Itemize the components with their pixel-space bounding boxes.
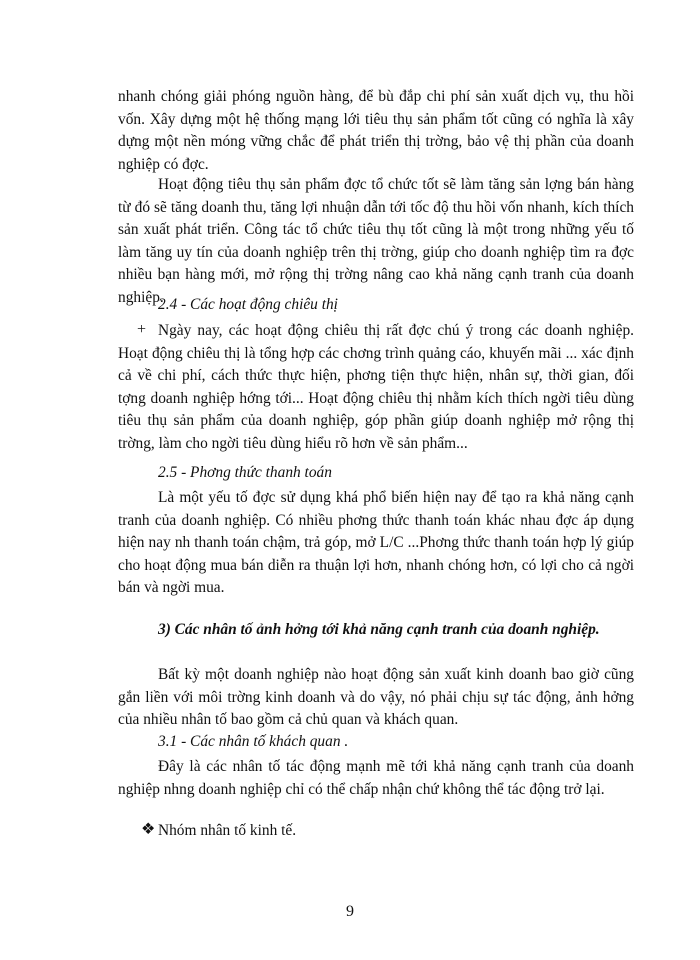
heading-3: 3) Các nhân tố ảnh hởng tới khả năng cạnh tranh của doanh nghiệp. <box>158 621 600 638</box>
paragraph-payment-methods: Là một yếu tố đợc sử dụng khá phổ biến hiện nay để tạo ra khả năng cạnh tranh của doanh nghiệp. Có nhiều phơng thức thanh toán khác nhau đợc áp dụng hiện nay nh thanh toán chậm, trả góp, mở L/C ...Phơng thức thanh toán hợp lý giúp cho hoạt động mua bán diễn ra thuận lợi hơn, nhanh chóng hơn, có lợi cho cả ngời bán và ngời mua. <box>118 489 634 597</box>
heading-3-1: 3.1 - Các nhân tố khách quan . <box>158 733 349 750</box>
paragraph-objective-factors: Đây là các nhân tố tác động mạnh mẽ tới khả năng cạnh tranh của doanh nghiệp nhng doanh nghiệp chỉ có thể chấp nhận chứ không thể tác động trở lại. <box>118 758 634 798</box>
paragraph-influencing-factors: Bất kỳ một doanh nghiệp nào hoạt động sản xuất kinh doanh bao giờ cũng gắn liền với môi trờng kinh doanh và do vậy, nó phải chịu sự tác động, ảnh hởng của nhiều nhân tố bao gồm cả chủ quan và khách quan. <box>118 666 634 729</box>
paragraph-distribution-network: nhanh chóng giải phóng nguồn hàng, để bù đắp chi phí sản xuất dịch vụ, thu hồi vốn. Xây dựng một hệ thống mạng lới tiêu thụ sản phẩm tốt cũng có nghĩa là xây dựng một nền móng vững chắc để phát triển thị trờng, bảo vệ thị phần của doanh nghiệp có đợc. <box>118 88 634 173</box>
paragraph-promotion: Ngày nay, các hoạt động chiêu thị rất đợc chú ý trong các doanh nghiệp. Hoạt động chiêu thị là tổng hợp các chơng trình quảng cáo, khuyến mãi ... xác định cả về chi phí, cách thức thực hiện, phơng tiện thực hiện, nhân sự, thời gian, đối tợng doanh nghiệp hớng tới... Hoạt động chiêu thị nhằm kích thích ngời tiêu dùng tiêu thụ sản phẩm của doanh nghiệp, góp phần giúp doanh nghiệp mở rộng thị trờng, làm cho ngời tiêu dùng hiểu rõ hơn về sản phẩm... <box>118 322 634 452</box>
heading-2-4: 2.4 - Các hoạt động chiêu thị <box>158 296 338 313</box>
paragraph-sales-organization: Hoạt động tiêu thụ sản phẩm đợc tổ chức tốt sẽ làm tăng sản lợng bán hàng từ đó sẽ tăng doanh thu, tăng lợi nhuận dẫn tới tốc độ thu hồi vốn nhanh, kích thích sản xuất phát triển. Công tác tổ chức tiêu thụ tốt cũng là một trong những yếu tố làm tăng uy tín của doanh nghiệp trên thị trờng, giúp cho doanh nghiệp tìm ra đợc nhiều bạn hàng mới, mở rộng thị trờng nâng cao khả năng cạnh tranh của doanh nghiệp. <box>118 176 634 306</box>
diamond-bullet-icon: ❖ <box>141 821 156 838</box>
heading-2-5: 2.5 - Phơng thức thanh toán <box>158 464 332 481</box>
bullet-economic-factors: Nhóm nhân tố kinh tế. <box>158 822 297 839</box>
plus-marker-icon: + <box>137 321 147 338</box>
page-number: 9 <box>346 903 354 920</box>
